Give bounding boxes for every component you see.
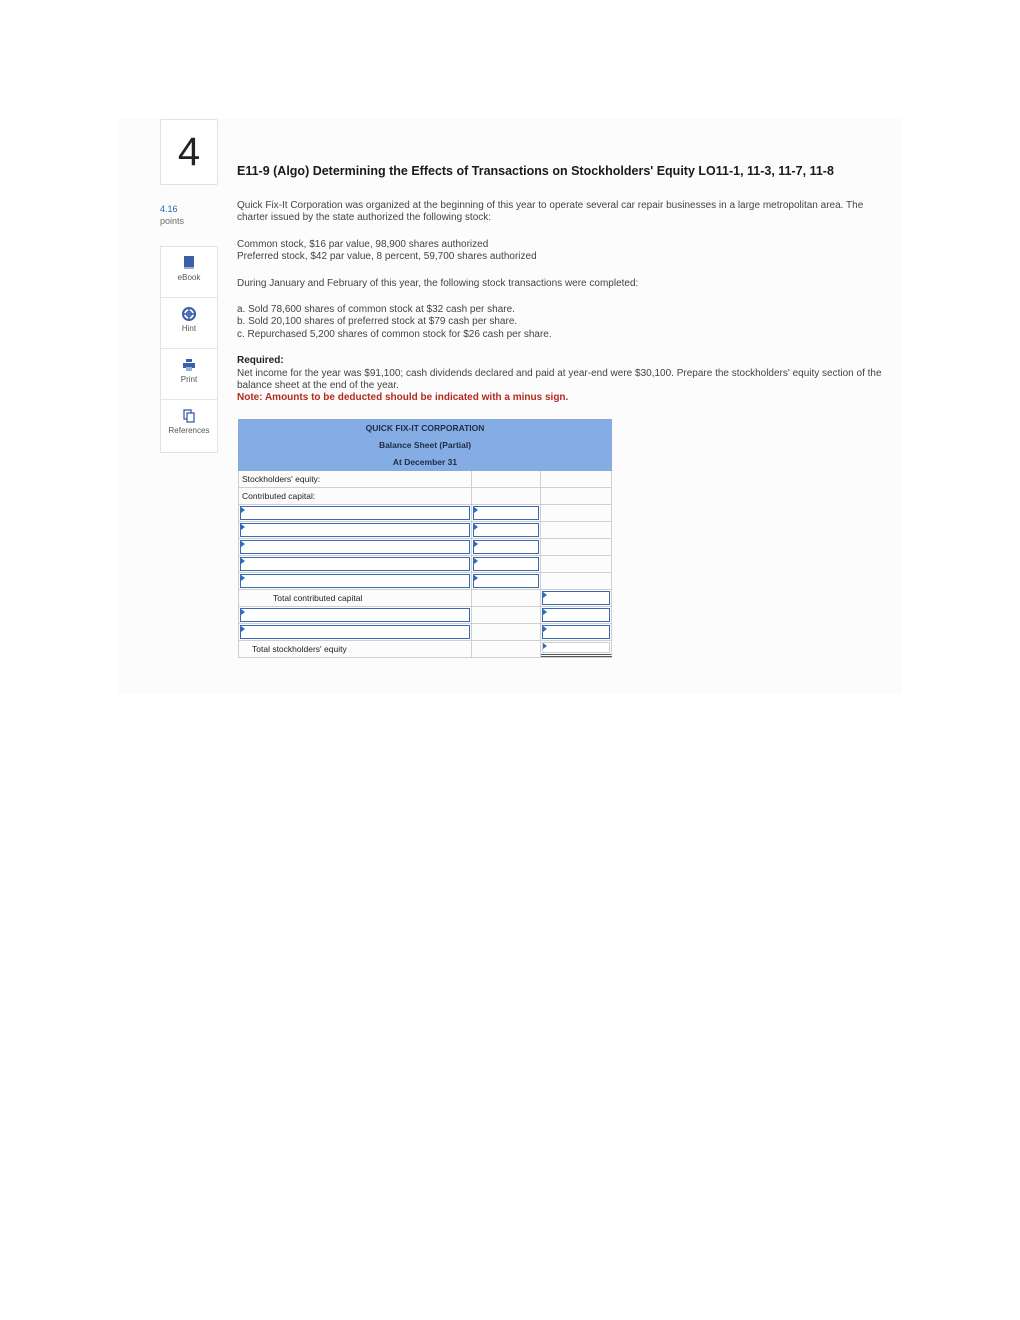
ebook-button[interactable] [161, 256, 217, 298]
stock-line-preferred: Preferred stock, $42 par value, 8 percent, 59,700 shares authorized [237, 251, 537, 263]
table-row [238, 624, 612, 641]
line-item-input-2[interactable] [240, 523, 470, 537]
contributed-capital-label: Contributed capital: [238, 488, 472, 504]
amount-input-2[interactable] [473, 523, 539, 537]
minus-sign-note: Note: Amounts to be deducted should be indicated with a minus sign. [237, 392, 569, 404]
table-row [238, 471, 612, 488]
table-row [238, 590, 612, 607]
total-contributed-input[interactable] [542, 591, 610, 605]
line-item-input-3[interactable] [240, 540, 470, 554]
required-text: Net income for the year was $91,100; cash dividends declared and paid at year-end were $30,100. Prepare the stockholders' equity section of the balance sheet at the end of the year. [237, 367, 882, 392]
amount-input-5[interactable] [473, 574, 539, 588]
lifebuoy-icon [161, 307, 217, 321]
total-stockholders-equity-label: Total stockholders' equity [238, 641, 472, 657]
company-header: QUICK FIX-IT CORPORATION [238, 419, 612, 436]
line-item-input-6[interactable] [240, 608, 470, 622]
hint-button[interactable] [161, 307, 217, 349]
table-row [238, 556, 612, 573]
amount-input-6[interactable] [542, 608, 610, 622]
amount-input-3[interactable] [473, 540, 539, 554]
documents-icon [161, 409, 217, 423]
transaction-b: b. Sold 20,100 shares of preferred stock at $79 cash per share. [237, 316, 518, 328]
transactions-intro: During January and February of this year, the following stock transactions were completed: [237, 277, 639, 289]
print-button[interactable] [161, 358, 217, 400]
references-button[interactable] [161, 409, 217, 452]
date-header: At December 31 [238, 453, 612, 471]
amount-input-4[interactable] [473, 557, 539, 571]
table-row [238, 607, 612, 624]
line-item-input-4[interactable] [240, 557, 470, 571]
intro-text: Quick Fix-It Corporation was organized at the beginning of this year to operate several car repair businesses in a large metropolitan area. The charter issued by the state authorized the following stock: [237, 200, 864, 224]
table-row [238, 505, 612, 522]
line-item-input-7[interactable] [240, 625, 470, 639]
table-row [238, 522, 612, 539]
stock-line-common: Common stock, $16 par value, 98,900 shares authorized [237, 238, 489, 250]
amount-input-7[interactable] [542, 625, 610, 639]
hint-label: Hint [181, 324, 197, 333]
table-row [238, 641, 612, 658]
statement-header: Balance Sheet (Partial) [238, 436, 612, 453]
question-body [237, 200, 887, 405]
ebook-label: eBook [177, 273, 201, 282]
total-contributed-capital-label: Total contributed capital [238, 590, 472, 606]
amount-input-1[interactable] [473, 506, 539, 520]
points-block [160, 203, 184, 227]
line-item-input-1[interactable] [240, 506, 470, 520]
print-label: Print [180, 375, 198, 384]
total-equity-input[interactable] [542, 642, 610, 653]
transaction-a: a. Sold 78,600 shares of common stock at $32 cash per share. [237, 304, 515, 316]
table-row [238, 573, 612, 590]
line-item-input-5[interactable] [240, 574, 470, 588]
table-row [238, 539, 612, 556]
question-title: E11-9 (Algo) Determining the Effects of Transactions on Stockholders' Equity LO11-1, 11-3, 11-7, 11-8 [237, 164, 834, 178]
points-value: 4.16 [160, 204, 178, 214]
references-label: References [168, 426, 210, 435]
book-icon [161, 256, 217, 270]
points-label: points [160, 216, 185, 226]
printer-icon [161, 358, 217, 372]
question-number: 4 [160, 119, 218, 185]
transaction-c: c. Repurchased 5,200 shares of common stock for $26 cash per share. [237, 328, 552, 340]
stockholders-equity-label: Stockholders' equity: [238, 471, 472, 487]
table-row [238, 488, 612, 505]
required-heading: Required: [237, 355, 284, 367]
balance-sheet-table [238, 419, 612, 658]
tool-sidebar [160, 246, 218, 453]
